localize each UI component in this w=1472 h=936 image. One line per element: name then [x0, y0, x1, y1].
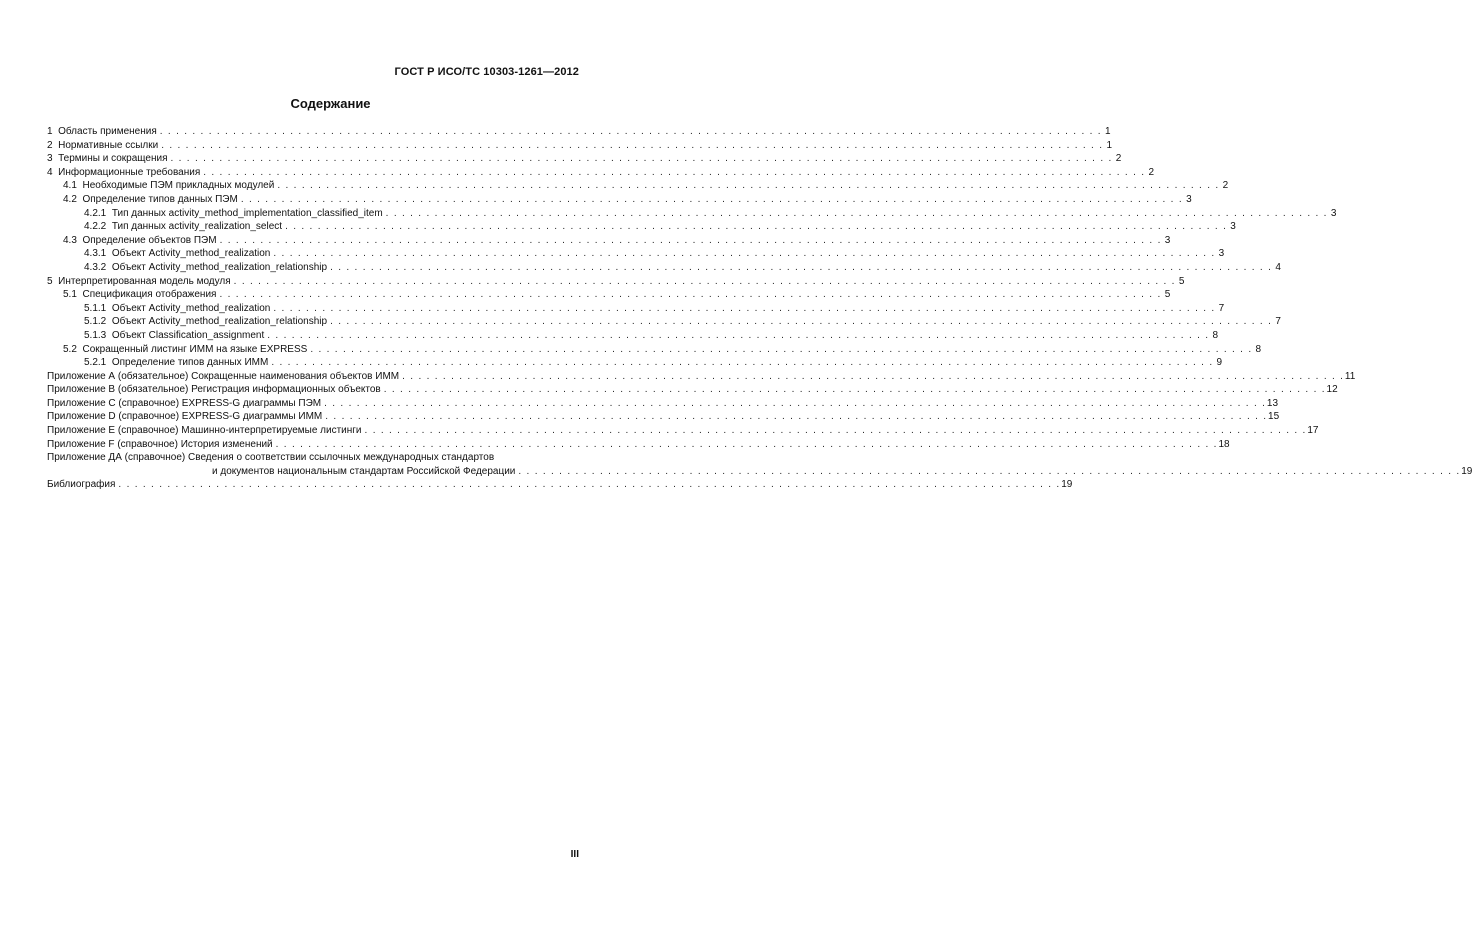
toc-entry-number: 4.2.1: [84, 207, 107, 219]
toc-entry-page: 11: [1344, 370, 1356, 382]
toc-entry-page: 4: [1275, 261, 1281, 273]
toc-entry[interactable]: [47, 261, 1281, 275]
toc-entry-label: [47, 438, 273, 452]
document-id-header: ГОСТ Р ИСО/ТС 10303-1261—2012: [394, 66, 579, 78]
toc-entry-number: 5.2.1: [84, 357, 107, 369]
toc-entry-page: 1: [1106, 139, 1112, 151]
toc-entry-number: 5.2: [63, 343, 77, 355]
leader-dots: [273, 247, 1214, 261]
toc-entry-label: [84, 247, 270, 261]
toc-entry-number: 4.3: [63, 234, 77, 246]
toc-entry-label: [63, 193, 238, 207]
leader-dots: [219, 288, 1160, 302]
leader-dots: [277, 179, 1218, 193]
toc-entry-page: 3: [1218, 248, 1225, 260]
toc-entry-text: Объект Activity_method_realization: [111, 302, 271, 314]
toc-entry-text: Объект Classification_assignment: [111, 329, 265, 341]
toc-entry-page: 2: [1222, 180, 1229, 192]
toc-entry-text: Приложение В (обязательное) Регистрация информационных объектов: [47, 384, 381, 396]
leader-dots: [161, 139, 1102, 153]
toc-entry-text: Термины и сокращения: [58, 153, 168, 165]
toc-entry-text: Приложение F (справочное) История изменений: [47, 438, 273, 450]
toc-entry-label: Приложение ДА (справочное) Сведения о соответствии ссылочных международных стандартов: [47, 452, 495, 464]
toc-entry[interactable]: [47, 370, 1356, 384]
leader-dots: [384, 383, 1325, 397]
toc-entry-label: [47, 410, 322, 424]
toc-entry[interactable]: [47, 275, 1185, 289]
toc-entry[interactable]: [47, 166, 1155, 180]
toc-entry[interactable]: [47, 288, 1171, 302]
toc-entry-page: 1: [1105, 126, 1111, 137]
leader-dots: [518, 465, 1459, 479]
toc-entry-page: 2: [1148, 166, 1155, 178]
leader-dots: [220, 234, 1161, 248]
toc-entry-label: [84, 302, 270, 316]
toc-entry-label: [47, 125, 157, 139]
toc-entry-number: 5.1.1: [84, 302, 107, 314]
leader-dots: [310, 343, 1251, 357]
toc-entry-text: Сокращенный листинг ИММ на языке EXPRESS: [82, 343, 308, 355]
toc-entry-label: [47, 152, 167, 166]
leader-dots: [330, 315, 1271, 329]
toc-entry[interactable]: [47, 315, 1281, 329]
toc-entry-page: 8: [1212, 329, 1219, 341]
toc-entry[interactable]: [47, 410, 1280, 424]
toc-entry-label: [47, 139, 158, 153]
toc-entry-number: 1: [47, 126, 53, 137]
toc-entry-text: Объект Activity_method_realization_relationship: [111, 316, 328, 328]
table-of-contents: [47, 125, 1472, 492]
leader-dots: [170, 152, 1111, 166]
toc-entry-page: 19: [1061, 479, 1073, 491]
toc-entry-label: [84, 220, 282, 234]
toc-entry-number: 4.1: [63, 180, 77, 192]
toc-entry-number: 5.1.2: [84, 316, 107, 328]
leader-dots: [118, 478, 1059, 492]
toc-entry[interactable]: [47, 207, 1337, 221]
leader-dots: [325, 410, 1266, 424]
toc-entry-label-continued: и документов национальным стандартам Российской Федерации: [212, 465, 516, 477]
toc-entry-number: 4: [47, 166, 53, 178]
toc-entry-page: 18: [1218, 438, 1230, 450]
leader-dots: [402, 370, 1343, 384]
toc-entry-label: [84, 207, 383, 221]
toc-entry-page: 7: [1218, 302, 1225, 314]
toc-entry-text: Область применения: [58, 126, 157, 137]
toc-entry-label: [84, 315, 327, 329]
toc-entry-number: 4.2: [63, 193, 77, 205]
leader-dots: [276, 438, 1217, 452]
toc-entry-page: 3: [1164, 234, 1171, 246]
toc-entry[interactable]: [47, 302, 1225, 316]
toc-entry-text: Интерпретированная модель модуля: [58, 275, 231, 287]
toc-entry-text: Приложение А (обязательное) Сокращенные наименования объектов ИММ: [47, 370, 400, 382]
toc-entry-bibliography[interactable]: [47, 478, 1073, 492]
toc-entry-number: 4.2.2: [84, 221, 107, 233]
toc-entry-label: [47, 424, 362, 438]
toc-entry-text: Определение объектов ПЭМ: [82, 234, 217, 246]
leader-dots: [386, 207, 1327, 221]
toc-entry-page: 5: [1178, 275, 1185, 287]
toc-entry-page: 9: [1216, 357, 1223, 369]
leader-dots: [267, 329, 1208, 343]
toc-entry-label: [47, 370, 399, 384]
toc-entry[interactable]: [47, 234, 1171, 248]
toc-entry-number: 5.1: [63, 289, 77, 301]
toc-entry[interactable]: [47, 329, 1219, 343]
toc-entry[interactable]: [47, 383, 1338, 397]
toc-entry-label: [47, 166, 200, 180]
toc-entry-number: 4.3.2: [84, 261, 107, 273]
toc-entry[interactable]: [47, 139, 1112, 153]
toc-entry-page: 3: [1230, 221, 1236, 233]
toc-entry-text: Приложение Е (справочное) Машинно-интерпретируемые листинги: [47, 425, 362, 437]
toc-entry-page: 8: [1255, 343, 1262, 355]
leader-dots: [271, 356, 1212, 370]
toc-entry-text: Тип данных activity_method_implementation_classified_item: [111, 207, 383, 219]
toc-entry-page: 3: [1186, 193, 1192, 205]
toc-entry-label: [84, 356, 268, 370]
toc-entry-number: 2: [47, 139, 53, 151]
toc-entry-text: Спецификация отображения: [82, 289, 217, 301]
toc-entry-text: Приложение С (справочное) EXPRESS-G диаграммы ПЭМ: [47, 397, 322, 409]
toc-entry-number: 3: [47, 153, 53, 165]
toc-entry[interactable]: [47, 152, 1122, 166]
page-number: III: [570, 849, 579, 860]
leader-dots: [234, 275, 1175, 289]
leader-dots: [160, 125, 1101, 139]
toc-entry-page: 15: [1268, 411, 1280, 423]
leader-dots: [203, 166, 1144, 180]
toc-entry-label: [47, 397, 321, 411]
toc-entry-text: Тип данных activity_realization_select: [111, 221, 283, 233]
toc-entry-page: 2: [1115, 153, 1122, 165]
toc-entry-page: 12: [1326, 384, 1338, 396]
toc-entry-label: Библиография: [47, 479, 116, 491]
toc-entry[interactable]: [47, 397, 1279, 411]
leader-dots: [273, 302, 1214, 316]
toc-entry-page: 19: [1461, 465, 1472, 477]
toc-entry-number: 5: [47, 275, 53, 287]
toc-entry-text: Объект Activity_method_realization: [111, 248, 271, 260]
leader-dots: [285, 220, 1226, 234]
toc-entry-label: [47, 275, 231, 289]
toc-entry-text: Объект Activity_method_realization_relationship: [111, 261, 328, 273]
toc-entry-text: Приложение D (справочное) EXPRESS-G диаграммы ИММ: [47, 411, 323, 423]
toc-entry-label: [47, 383, 381, 397]
toc-entry-label: [84, 261, 327, 275]
leader-dots: [241, 193, 1182, 207]
toc-entry[interactable]: [47, 193, 1192, 207]
toc-entry-page: 5: [1164, 289, 1171, 301]
leader-dots: [365, 424, 1306, 438]
toc-entry-label: [63, 234, 217, 248]
toc-entry-number: 4.3.1: [84, 248, 107, 260]
toc-entry-page: 13: [1266, 397, 1279, 409]
toc-entry-page: 3: [1330, 207, 1337, 219]
toc-entry[interactable]: [47, 220, 1236, 234]
toc-entry-text: Определение типов данных ИММ: [111, 357, 269, 369]
leader-dots: [330, 261, 1271, 275]
toc-entry-number: 5.1.3: [84, 329, 107, 341]
toc-entry[interactable]: [47, 179, 1229, 193]
toc-entry-page: 17: [1307, 425, 1319, 437]
toc-entry-page: 7: [1275, 316, 1281, 328]
toc-entry-label: [84, 329, 264, 343]
toc-entry-label: [63, 179, 274, 193]
toc-entry[interactable]: [47, 424, 1319, 438]
toc-entry[interactable]: [47, 247, 1225, 261]
toc-entry-text: Необходимые ПЭМ прикладных модулей: [82, 180, 275, 192]
toc-entry[interactable]: [47, 356, 1223, 370]
toc-entry-label: [63, 343, 307, 357]
toc-entry[interactable]: [47, 438, 1230, 452]
leader-dots: [324, 397, 1265, 411]
toc-entry-text: Нормативные ссылки: [58, 139, 159, 151]
toc-entry[interactable]: [47, 343, 1262, 357]
page-title: Содержание: [290, 96, 371, 111]
toc-entry-text: Информационные требования: [58, 166, 201, 178]
toc-entry-text: Определение типов данных ПЭМ: [82, 193, 238, 205]
toc-entry-label: [63, 288, 216, 302]
toc-entry[interactable]: [47, 125, 1111, 139]
toc-entry-annex-da[interactable]: [47, 451, 1472, 478]
